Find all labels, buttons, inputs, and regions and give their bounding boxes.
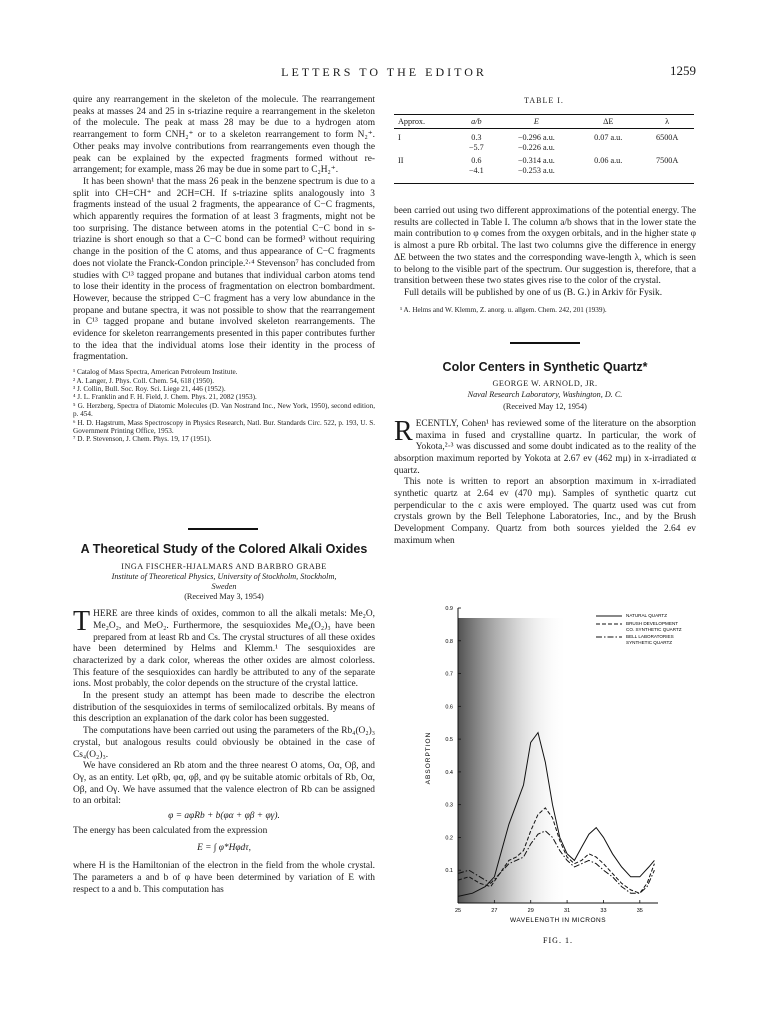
section-divider	[510, 342, 580, 344]
y-tick-label: 0.9	[445, 606, 453, 612]
x-tick-label: 27	[491, 908, 498, 914]
paragraph: HERE are three kinds of oxides, common to all the alkali metals: Me₂O, Me₂O₂, and MeO₂. Furthermore, the sesquioxides Me₄(O₂)₃ have been prepared from at least Rb and Cs. The crystal structures of all these oxides have been determined by Helms and Klemm.¹ The sesquioxides are characterized by a dark color, whereas the other oxides are almost colorless. This feature of the sesquioxides can hardly be attributed to any of the separate ions. Most probably, the color depends on the structure of the crystal lattice.	[73, 609, 375, 690]
table-cell: 7500A	[656, 156, 679, 165]
y-tick-label: 0.3	[445, 802, 453, 809]
left-column-top	[73, 95, 375, 444]
table-cell: 0.07 a.u.	[594, 133, 623, 142]
table-header: Approx.	[398, 117, 426, 126]
x-tick-label: 31	[564, 908, 571, 914]
footnote: ¹ A. Helms and W. Klemm, Z. anorg. u. allgem. Chem. 242, 201 (1939).	[400, 305, 607, 314]
y-tick-label: 0.2	[445, 835, 453, 842]
y-tick-label: 0.5	[445, 737, 453, 744]
data-table	[394, 115, 694, 175]
table-cell: 0.06 a.u.	[594, 156, 623, 165]
x-tick-label: 29	[527, 908, 534, 914]
y-axis-label: ABSORPTION	[425, 731, 432, 785]
footnote: ¹ Catalog of Mass Spectra, American Petroleum Institute.	[73, 368, 238, 377]
paragraph: ECENTLY, Cohen¹ has reviewed some of the literature on the absorption maxima in fused and crystalline quartz. In particular, the work of Yokota,²·³ was discussed and some doubt indicated as to the reality of the absorption maximum reported by Yokota at 2.67 ev (462 mμ) in x-irradiated α quartz.	[394, 418, 696, 476]
article-color-centers	[394, 362, 696, 548]
table-row	[394, 152, 694, 175]
footnote: ³ J. Collin, Bull. Soc. Roy. Sci. Liege 21, 446 (1952).	[73, 384, 226, 393]
article-affiliation: Institute of Theoretical Physics, University of Stockholm, Stockholm, Sweden	[111, 572, 337, 591]
legend-label: BELL LABORATORIES	[626, 634, 674, 639]
y-tick-label: 0.4	[445, 769, 453, 776]
equation: φ = aφRb + b(φα + φβ + φγ).	[168, 811, 280, 822]
article-received: (Received May 12, 1954)	[503, 402, 587, 412]
paragraph: been carried out using two different approximations of the potential energy. The results are collected in Table I. The column a/b shows that in the lower state the main contribution to φ comes from the oxygen orbitals, and in the higher state φ is almost a pure Rb orbital. The last two columns give the difference in energy ΔE between the two states and the corresponding wave-length λ, which is seen to belong to the visible part of the spectrum. Our suggestion is, therefore, that a transition between these two states gives rise to the color of the crystal.	[394, 206, 696, 287]
table-cell: 0.3 −5.7	[468, 133, 484, 152]
paragraph: In the present study an attempt has been made to describe the electron distribution of the sesquioxides in terms of semilocalized orbitals. By means of this description an explanation of the dark color has been suggested.	[73, 691, 375, 725]
table-cell: 0.6 −4.1	[468, 156, 484, 175]
table-caption: TABLE I.	[524, 96, 564, 105]
article-title: Color Centers in Synthetic Quartz*	[442, 360, 648, 374]
table-cell: −0.296 a.u. −0.226 a.u.	[517, 133, 555, 152]
footnote: ⁵ G. Herzberg, Spectra of Diatomic Molecules (D. Van Nostrand Inc., New York, 1950), second edition, p. 454.	[73, 401, 375, 419]
paragraph: This note is written to report an absorption maximum in x-irradiated synthetic quartz at 2.64 ev (470 mμ). Samples of synthetic quartz cut perpendicular to the c axis were employed. The quartz used was cut from crystals grown by the Bell Telephone Laboratories, Inc., and by the Brush Development Company. Quartz from both sources yielded the 2.64 ev maximum when	[394, 477, 696, 546]
paragraph: We have considered an Rb atom and the three nearest O atoms, Oα, Oβ, and Oγ, as an entity. Let φRb, φα, φβ, and φγ be suitable atomic orbitals of Rb, Oα, Oβ, and Oγ. We have assumed that the valence electron of Rb can be assigned to an orbital:	[73, 761, 375, 807]
footnote: ⁴ J. L. Franklin and F. H. Field, J. Chem. Phys. 21, 2082 (1953).	[73, 393, 257, 402]
table-header: E	[533, 117, 539, 126]
x-axis-label: WAVELENGTH IN MICRONS	[509, 917, 607, 924]
equation: E = ∫ φ*Hφdτ,	[197, 843, 251, 854]
table-cell: I	[398, 133, 401, 142]
article-received: (Received May 3, 1954)	[184, 592, 264, 602]
x-tick-label: 35	[636, 908, 643, 914]
footnotes	[73, 368, 375, 444]
article-affiliation: Naval Research Laboratory, Washington, D. C.	[467, 390, 623, 400]
section-divider	[188, 528, 258, 530]
table-header: λ	[665, 117, 670, 126]
table-row	[394, 129, 694, 153]
legend-label: BRUSH DEVELOPMENT	[626, 621, 679, 626]
x-tick-label: 33	[600, 908, 607, 914]
y-tick-label: 0.7	[445, 671, 453, 678]
article-authors: GEORGE W. ARNOLD, JR.	[492, 378, 598, 388]
table-cell: 6500A	[656, 133, 679, 142]
y-tick-label: 0.8	[445, 638, 453, 645]
footnote: ⁶ H. D. Hagstrum, Mass Spectroscopy in Physics Research, Natl. Bur. Standards Circ. 522, p. 193, U. S. Government Printing Office, 1953.	[73, 418, 375, 436]
paragraph: Full details will be published by one of us (B. G.) in Arkiv för Fysik.	[404, 287, 663, 298]
absorption-chart	[400, 598, 700, 958]
x-tick-label: 25	[454, 908, 462, 914]
legend-label: CO. SYNTHETIC QUARTZ	[626, 627, 682, 632]
running-title: LETTERS TO THE EDITOR	[281, 65, 487, 79]
figure-caption: FIG. 1.	[543, 936, 573, 945]
table-cell: −0.314 a.u. −0.253 a.u.	[517, 156, 555, 175]
drop-cap: T	[73, 606, 91, 638]
legend-label: NATURAL QUARTZ	[626, 613, 668, 618]
footnote: ² A. Langer, J. Phys. Coll. Chem. 54, 618 (1950).	[73, 376, 215, 385]
table-1	[394, 96, 694, 184]
footnote: ⁷ D. P. Stevenson, J. Chem. Phys. 19, 17 (1951).	[73, 435, 212, 444]
article-title: A Theoretical Study of the Colored Alkali Oxides	[80, 542, 368, 556]
figure-1	[400, 598, 700, 958]
drop-cap: R	[394, 415, 413, 447]
page-number: 1259	[670, 63, 696, 78]
legend-label: SYNTHETIC QUARTZ	[626, 640, 673, 645]
paragraph: where H is the Hamiltonian of the electron in the field from the whole crystal. The parameters a and b of φ have been determined by variation of E with respect to a and b. This computation has	[73, 861, 375, 895]
y-tick-label: 0.6	[445, 704, 453, 711]
article-alkali-oxides	[73, 544, 375, 896]
paragraph: It has been shown¹ that the mass 26 peak in the benzene spectrum is due to a split into CH=CH⁺ and 2CH=CH. If s-triazine splits analogously into 3 fragments instead of the usual 2 fragments, the appearance of C−C fragments, which apparently requires the formation of at least 3 fragments, might not be too surprising. The distance between atoms in the potential C−C bond in s-triazine is short enough so that a C−C bond can be formed³ without requiring change in the position of the C atoms, and thus appearance of C−C fragments does not violate the Franck-Condon principle.²·⁴ Stevenson⁷ has concluded from studies with C¹³ tagged propane and butanes that individual carbon atoms tend to lose their identity in the process of fragmentation on electron bombardment. However, because the stripped C−C fragment has a very low abundance in the propane and butane spectra, it was not possible to show that the rearrangement in C¹³ tagged propane and butane involved skeleton rearrangements. The evidence for skeleton rearrangements presented in this paper contributes further to the idea that the individual atoms lose their identity in the process of fragmentation.	[73, 176, 375, 363]
paragraph: quire any rearrangement in the skeleton of the molecule. The rearrangement peaks at masses 24 and 25 in s-triazine require a rearrangement in the skeleton of the molecule. The peak at mass 28 may be due to a hydrogen atom rearrangement to form CNH₂⁺ or to a skeleton rearrangement to form N₂⁺. Other peaks may involve contributions from rearrangements even though the peak can be explained by the expected fragments formed without re-arrangement; for example, mass 26 may be due in some part to C₂H₂⁺.	[73, 95, 375, 176]
right-column-top	[394, 206, 696, 314]
article-authors: INGA FISCHER-HJALMARS AND BARBRO GRABE	[121, 561, 327, 571]
table-cell: II	[398, 156, 404, 165]
paragraph: The energy has been calculated from the expression	[73, 825, 268, 836]
y-tick-label: 0.1	[445, 868, 453, 875]
background-shading	[458, 618, 568, 903]
paragraph: The computations have been carried out using the parameters of the Rb₄(O₂)₃ crystal, but analogous results could obviously be obtained in the case of Cs₄(O₂)₃.	[73, 726, 375, 760]
table-header: a/b	[471, 117, 482, 126]
table-header: ΔE	[603, 117, 614, 126]
